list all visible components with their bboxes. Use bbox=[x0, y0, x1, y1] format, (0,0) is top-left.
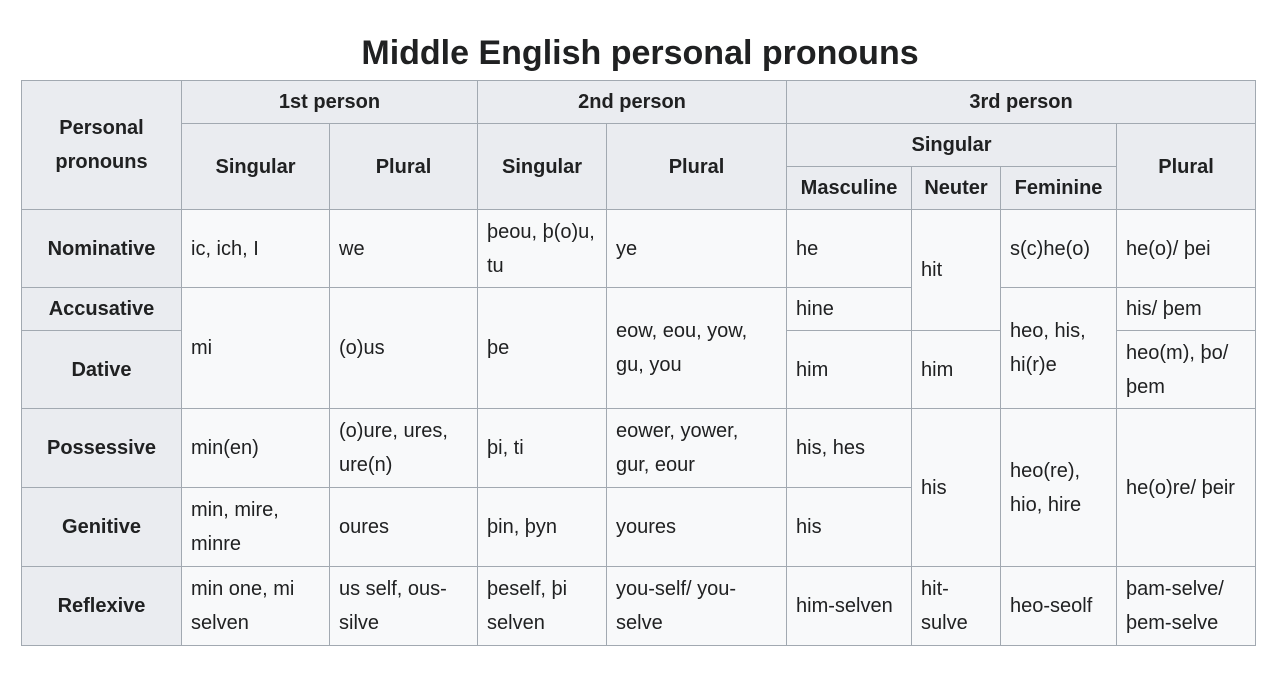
cell: he bbox=[787, 210, 912, 288]
corner-header: Personal pronouns bbox=[22, 81, 182, 210]
cell: his bbox=[912, 409, 1001, 567]
cell: ye bbox=[607, 210, 787, 288]
cell: his/ þem bbox=[1117, 288, 1256, 331]
header-1-singular: Singular bbox=[182, 124, 330, 210]
header-first-person: 1st person bbox=[182, 81, 478, 124]
cell: we bbox=[330, 210, 478, 288]
row-header-dative: Dative bbox=[22, 331, 182, 409]
header-1-plural: Plural bbox=[330, 124, 478, 210]
table-row-possessive bbox=[22, 409, 1256, 488]
cell: us self, ous-silve bbox=[330, 567, 478, 646]
cell: min, mire, minre bbox=[182, 488, 330, 567]
header-row-number bbox=[22, 124, 1256, 167]
header-neuter: Neuter bbox=[912, 167, 1001, 210]
cell: þe bbox=[478, 288, 607, 409]
table-row-nominative bbox=[22, 210, 1256, 288]
cell: you-self/ you-selve bbox=[607, 567, 787, 646]
header-second-person: 2nd person bbox=[478, 81, 787, 124]
cell: þi, ti bbox=[478, 409, 607, 488]
header-third-person: 3rd person bbox=[787, 81, 1256, 124]
header-feminine: Feminine bbox=[1001, 167, 1117, 210]
cell: he(o)re/ þeir bbox=[1117, 409, 1256, 567]
cell: hine bbox=[787, 288, 912, 331]
cell: youres bbox=[607, 488, 787, 567]
pronoun-table bbox=[21, 80, 1256, 646]
header-3-singular: Singular bbox=[787, 124, 1117, 167]
cell: heo-seolf bbox=[1001, 567, 1117, 646]
cell: eower, yower, gur, eour bbox=[607, 409, 787, 488]
row-header-genitive: Genitive bbox=[22, 488, 182, 567]
cell: (o)us bbox=[330, 288, 478, 409]
cell: þeou, þ(o)u, tu bbox=[478, 210, 607, 288]
header-2-singular: Singular bbox=[478, 124, 607, 210]
table-row-reflexive bbox=[22, 567, 1256, 646]
cell: he(o)/ þei bbox=[1117, 210, 1256, 288]
cell: hit-sulve bbox=[912, 567, 1001, 646]
cell: his, hes bbox=[787, 409, 912, 488]
cell: hit bbox=[912, 210, 1001, 331]
cell: þam-selve/ þem-selve bbox=[1117, 567, 1256, 646]
cell: (o)ure, ures, ure(n) bbox=[330, 409, 478, 488]
cell: s(c)he(o) bbox=[1001, 210, 1117, 288]
row-header-nominative: Nominative bbox=[22, 210, 182, 288]
cell: mi bbox=[182, 288, 330, 409]
cell: him bbox=[912, 331, 1001, 409]
cell: heo(re), hio, hire bbox=[1001, 409, 1117, 567]
row-header-possessive: Possessive bbox=[22, 409, 182, 488]
cell: him-selven bbox=[787, 567, 912, 646]
cell: ic, ich, I bbox=[182, 210, 330, 288]
cell: heo(m), þo/ þem bbox=[1117, 331, 1256, 409]
cell: him bbox=[787, 331, 912, 409]
header-3-plural: Plural bbox=[1117, 124, 1256, 210]
cell: min one, mi selven bbox=[182, 567, 330, 646]
row-header-accusative: Accusative bbox=[22, 288, 182, 331]
cell: heo, his, hi(r)e bbox=[1001, 288, 1117, 409]
header-row-persons bbox=[22, 81, 1256, 124]
row-header-reflexive: Reflexive bbox=[22, 567, 182, 646]
table-title: Middle English personal pronouns bbox=[361, 34, 919, 72]
cell: his bbox=[787, 488, 912, 567]
cell: þeself, þi selven bbox=[478, 567, 607, 646]
cell: eow, eou, yow, gu, you bbox=[607, 288, 787, 409]
header-masculine: Masculine bbox=[787, 167, 912, 210]
cell: þin, þyn bbox=[478, 488, 607, 567]
cell: min(en) bbox=[182, 409, 330, 488]
header-2-plural: Plural bbox=[607, 124, 787, 210]
table-row-accusative bbox=[22, 288, 1256, 331]
cell: oures bbox=[330, 488, 478, 567]
